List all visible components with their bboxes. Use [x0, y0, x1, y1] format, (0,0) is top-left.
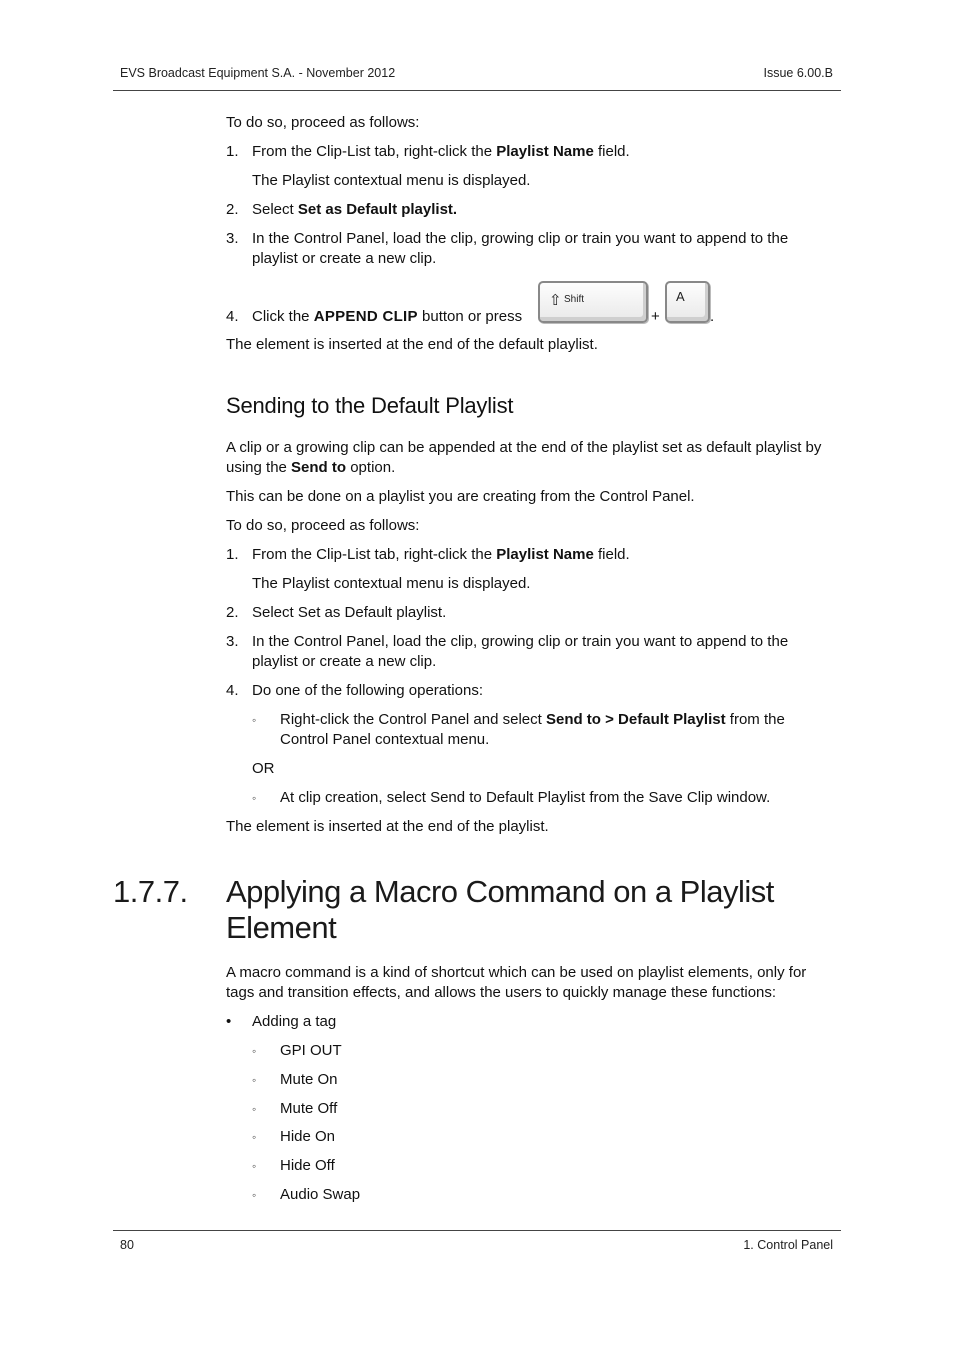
- step-text: Select: [252, 201, 298, 218]
- section2-heading: Sending to the Default Playlist: [226, 393, 514, 418]
- header-right: Issue 6.00.B: [763, 66, 833, 80]
- sub-bullet: ◦: [252, 1044, 257, 1058]
- step-number: 1.: [226, 143, 239, 160]
- option-bold-text: Send to > Default Playlist: [545, 711, 726, 728]
- step-number: 3.: [226, 230, 239, 247]
- section2-step2: Select Set as Default playlist.: [252, 604, 447, 621]
- section3-para-line2: tags and transition effects, and allows the users to quickly manage these functions:: [226, 984, 777, 1001]
- section3-title-line2: Element: [226, 910, 337, 945]
- section2-option1-line1: [280, 710, 785, 730]
- sub-bullet: ◦: [252, 1188, 257, 1202]
- section2-intro: To do so, proceed as follows:: [226, 517, 420, 534]
- sub-bullet: ◦: [252, 1130, 257, 1144]
- a-key-label: A: [676, 289, 685, 304]
- section2-para1-line1: A clip or a growing clip can be appended at the end of the playlist set as default playlist by: [226, 439, 822, 456]
- sub-list-item: Hide On: [280, 1128, 336, 1145]
- footer-page-number: 80: [120, 1238, 134, 1252]
- shift-key-label: Shift: [564, 294, 585, 305]
- step-bold-text: Set as Default playlist.: [297, 201, 458, 218]
- section2-result: The element is inserted at the end of the playlist.: [226, 818, 549, 835]
- para-bold-text: Send to: [291, 459, 347, 476]
- append-clip-label: APPEND CLIP: [313, 308, 418, 325]
- section1-step2: [252, 200, 457, 220]
- sub-bullet: ◦: [252, 1159, 257, 1173]
- section1-step3-line2: playlist or create a new clip.: [252, 250, 437, 267]
- section2-step1-result: The Playlist contextual menu is displayed.: [252, 575, 531, 592]
- sub-bullet: ◦: [252, 791, 257, 805]
- section2-option2: At clip creation, select Send to Default Playlist from the Save Clip window.: [280, 789, 771, 806]
- step-number: 2.: [226, 201, 239, 218]
- option-text: Right-click the Control Panel and select: [280, 711, 546, 728]
- section2-step3-line1: In the Control Panel, load the clip, growing clip or train you want to append to the: [252, 633, 789, 650]
- step-number: 4.: [226, 308, 239, 325]
- a-key-image: [665, 281, 710, 323]
- section3-title-line1: Applying a Macro Command on a Playlist: [226, 874, 774, 909]
- section2-step1: [252, 545, 630, 565]
- section1-intro: To do so, proceed as follows:: [226, 114, 420, 131]
- section1-step1: [252, 142, 630, 162]
- bullet: •: [226, 1013, 232, 1030]
- step-text: From the Clip-List tab, right-click the: [252, 546, 497, 563]
- step-number: 4.: [226, 682, 239, 699]
- footer-chapter: 1. Control Panel: [743, 1238, 833, 1252]
- step-number: 3.: [226, 633, 239, 650]
- section1-step4: [252, 307, 522, 327]
- period: .: [710, 308, 715, 325]
- shift-arrow-icon: ⇧: [549, 292, 562, 309]
- sub-bullet: ◦: [252, 1073, 257, 1087]
- sub-list-item: GPI OUT: [280, 1042, 342, 1059]
- step-text: Click the: [252, 308, 314, 325]
- para-text: option.: [346, 459, 396, 476]
- section1-step1-result: The Playlist contextual menu is displayed.: [252, 172, 531, 189]
- plus-sign: +: [651, 308, 660, 325]
- step-text: field.: [593, 143, 630, 160]
- step-number: 1.: [226, 546, 239, 563]
- step-number: 2.: [226, 604, 239, 621]
- shift-key-image: [538, 281, 648, 323]
- sub-list-item: Audio Swap: [280, 1186, 361, 1203]
- header-left: EVS Broadcast Equipment S.A. - November 2012: [120, 66, 396, 80]
- sub-list-item: Hide Off: [280, 1157, 335, 1174]
- footer-rule: [113, 1230, 841, 1231]
- section3-para-line1: A macro command is a kind of shortcut which can be used on playlist elements, only for: [226, 964, 807, 981]
- section2-step3-line2: playlist or create a new clip.: [252, 653, 437, 670]
- para-text: using the: [226, 459, 292, 476]
- step-text: From the Clip-List tab, right-click the: [252, 143, 497, 160]
- section2-para2: This can be done on a playlist you are creating from the Control Panel.: [226, 488, 695, 505]
- step-bold-text: Playlist Name: [496, 546, 594, 563]
- sub-list-item: Mute On: [280, 1071, 338, 1088]
- header-rule: [113, 90, 841, 91]
- option-text: from the: [725, 711, 785, 728]
- step-text: button or press: [417, 308, 523, 325]
- section2-option1-line2: Control Panel contextual menu.: [280, 731, 490, 748]
- step-text: field.: [593, 546, 630, 563]
- section1-step3-line1: In the Control Panel, load the clip, growing clip or train you want to append to the: [252, 230, 789, 247]
- section2-step4: Do one of the following operations:: [252, 682, 483, 699]
- step-bold-text: Playlist Name: [496, 143, 594, 160]
- sub-bullet: ◦: [252, 713, 257, 727]
- or-label: OR: [252, 760, 275, 777]
- sub-bullet: ◦: [252, 1102, 257, 1116]
- section1-result: The element is inserted at the end of the default playlist.: [226, 336, 598, 353]
- list-item-adding-tag: Adding a tag: [252, 1013, 337, 1030]
- section2-para1-line2: [226, 458, 395, 478]
- sub-list-item: Mute Off: [280, 1100, 338, 1117]
- section3-number: 1.7.7.: [113, 874, 188, 909]
